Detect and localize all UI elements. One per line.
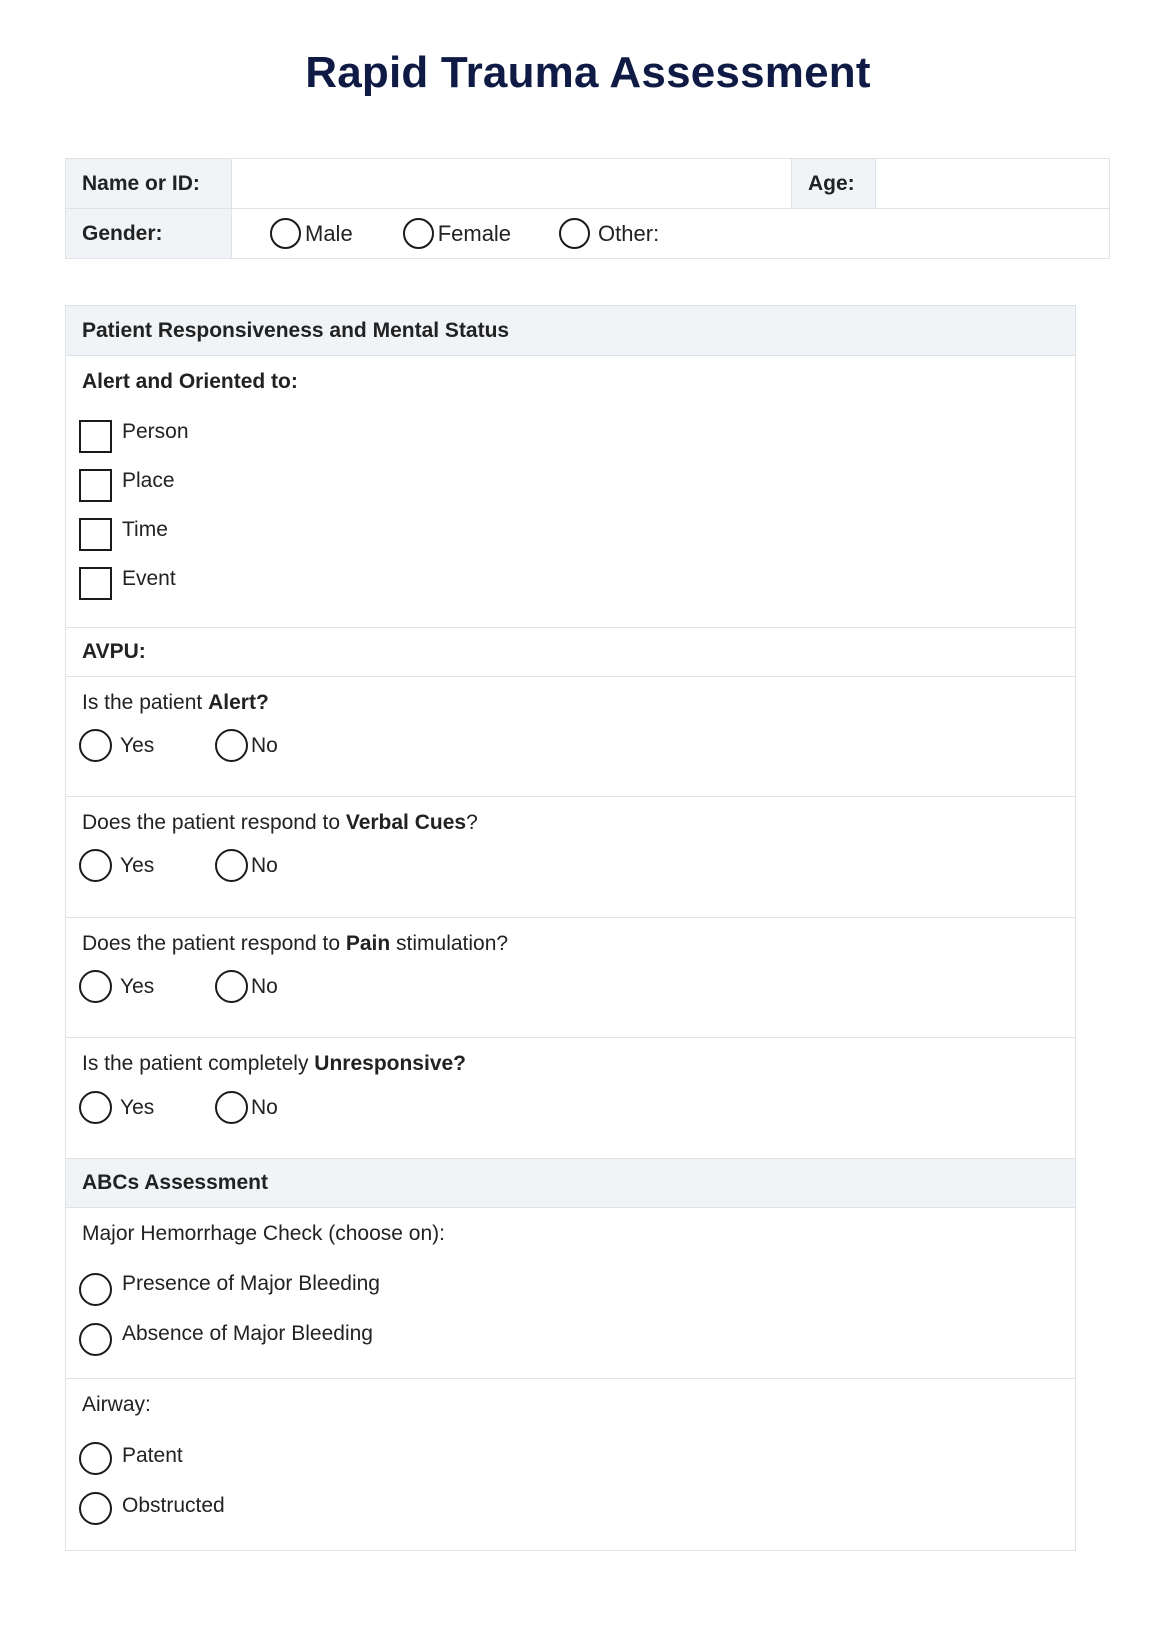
yes-option[interactable] [79, 849, 215, 882]
radio-icon[interactable] [559, 218, 590, 249]
option-label: Time [122, 517, 168, 541]
radio-icon[interactable] [215, 1091, 248, 1124]
yes-option[interactable] [79, 729, 215, 762]
radio-icon[interactable] [79, 1323, 112, 1356]
patient-info-table [65, 158, 1110, 259]
no-option[interactable] [215, 1091, 278, 1124]
checkbox-icon[interactable] [79, 518, 112, 551]
radio-icon[interactable] [215, 849, 248, 882]
no-label: No [251, 733, 278, 757]
section-header-avpu: AVPU: [66, 627, 1075, 676]
gender-option-label: Female [437, 220, 512, 246]
gender-option-other[interactable] [559, 218, 659, 249]
gender-option-female[interactable] [403, 218, 511, 249]
question-text: Does the patient respond to Pain stimulation? [82, 932, 509, 955]
gender-option-label: Other: [598, 220, 660, 246]
checkbox-icon[interactable] [79, 567, 112, 600]
question-text: Does the patient respond to Verbal Cues? [82, 811, 478, 834]
oriented-option-person[interactable] [79, 412, 189, 461]
checkbox-icon[interactable] [79, 420, 112, 453]
hemorrhage-block [66, 1207, 1075, 1378]
radio-icon[interactable] [215, 729, 248, 762]
oriented-label: Alert and Oriented to: [82, 370, 298, 393]
option-label: Obstructed [122, 1494, 225, 1517]
radio-icon[interactable] [79, 970, 112, 1003]
yes-label: Yes [120, 1095, 155, 1119]
question-text: Is the patient Alert? [82, 691, 269, 714]
radio-icon[interactable] [79, 1273, 112, 1306]
option-label: Place [122, 468, 175, 492]
radio-icon[interactable] [79, 729, 112, 762]
yes-option[interactable] [79, 970, 215, 1003]
avpu-question-pain [66, 917, 1075, 1037]
no-label: No [251, 853, 278, 877]
question-text: Is the patient completely Unresponsive? [82, 1052, 467, 1075]
name-label: Name or ID: [66, 159, 232, 208]
yes-label: Yes [120, 733, 155, 757]
avpu-question-alert [66, 676, 1075, 796]
page-title: Rapid Trauma Assessment [305, 48, 871, 97]
airway-option-patent[interactable] [79, 1433, 225, 1483]
no-option[interactable] [215, 970, 278, 1003]
yes-label: Yes [120, 853, 155, 877]
yes-no-group [66, 1091, 278, 1124]
radio-icon[interactable] [79, 1492, 112, 1525]
avpu-question-unresponsive [66, 1037, 1075, 1158]
section-header-mental-status: Patient Responsiveness and Mental Status [66, 306, 1075, 355]
hemorrhage-label: Major Hemorrhage Check (choose on): [82, 1222, 445, 1245]
radio-icon[interactable] [270, 218, 301, 249]
no-label: No [251, 1095, 278, 1119]
no-option[interactable] [215, 849, 278, 882]
airway-option-obstructed[interactable] [79, 1483, 225, 1533]
option-label: Absence of Major Bleeding [122, 1322, 373, 1345]
gender-options [232, 209, 1109, 258]
hemorrhage-option-absence[interactable] [79, 1314, 380, 1364]
no-option[interactable] [215, 729, 278, 762]
radio-icon[interactable] [79, 849, 112, 882]
age-field[interactable] [876, 159, 1109, 208]
radio-icon[interactable] [403, 218, 434, 249]
gender-row [66, 208, 1109, 258]
radio-icon[interactable] [215, 970, 248, 1003]
radio-icon[interactable] [79, 1091, 112, 1124]
gender-option-male[interactable] [270, 218, 353, 249]
hemorrhage-option-presence[interactable] [79, 1264, 380, 1314]
no-label: No [251, 974, 278, 998]
yes-no-group [66, 729, 278, 762]
age-label: Age: [792, 159, 876, 208]
checkbox-icon[interactable] [79, 469, 112, 502]
name-age-row [66, 159, 1109, 208]
oriented-block [66, 355, 1075, 627]
oriented-option-place[interactable] [79, 461, 189, 510]
radio-icon[interactable] [79, 1442, 112, 1475]
oriented-option-time[interactable] [79, 510, 189, 559]
name-field[interactable] [232, 159, 792, 208]
yes-no-group [66, 849, 278, 882]
airway-block [66, 1378, 1075, 1550]
yes-option[interactable] [79, 1091, 215, 1124]
section-header-abcs: ABCs Assessment [66, 1158, 1075, 1207]
option-label: Event [122, 566, 176, 590]
option-label: Person [122, 419, 189, 443]
oriented-option-event[interactable] [79, 559, 189, 608]
yes-no-group [66, 970, 278, 1003]
avpu-question-verbal [66, 796, 1075, 917]
option-label: Patent [122, 1444, 183, 1467]
gender-label: Gender: [66, 209, 232, 258]
airway-label: Airway: [82, 1393, 151, 1416]
yes-label: Yes [120, 974, 155, 998]
assessment-table [65, 305, 1076, 1551]
gender-option-label: Male [305, 220, 353, 246]
option-label: Presence of Major Bleeding [122, 1272, 380, 1295]
